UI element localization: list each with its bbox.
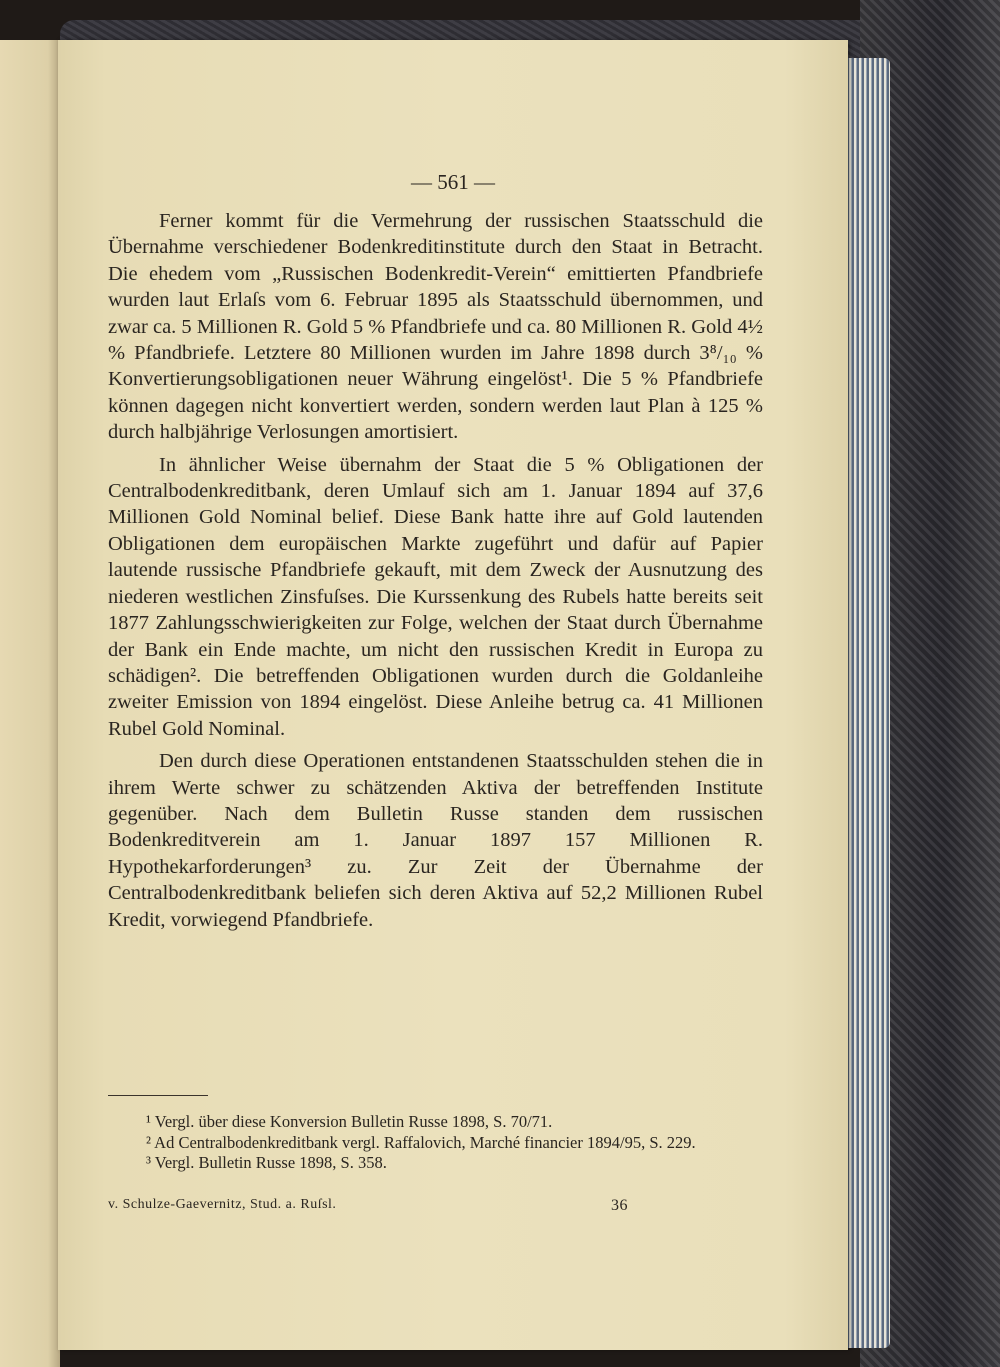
footnote: ³ Vergl. Bulletin Russe 1898, S. 358. (146, 1153, 387, 1172)
page-stack-edges (842, 58, 890, 1348)
book-page (58, 40, 848, 1350)
page-number: — 561 — (411, 170, 495, 194)
signature-author: v. Schulze-Gaevernitz, Stud. a. Ruſsl. (108, 1197, 337, 1212)
previous-page-edge (0, 40, 60, 1367)
footnote: ² Ad Centralbodenkreditbank vergl. Raffalovich, Marché financier 1894/95, S. 229. (146, 1132, 696, 1152)
signature-line (108, 1197, 628, 1215)
paragraph: Ferner kommt für die Vermehrung der russischen Staatsschuld die Übernahme verschiedener Bodenkreditinstitute durch den Staat in Betracht. Die ehedem vom „Russischen Bodenkredit-Verein“ emittierten Pfandbriefe wurden laut Erlaſs vom 6. Februar 1895 als Staatsschuld übernommen, und zwar ca. 5 Millionen R. Gold 5 % Pfandbriefe und ca. 80 Millionen R. Gold 4½ % Pfandbriefe. Letztere 80 Millionen wurden im Jahre 1898 durch 3⁸/₁₀ % Konvertierungsobligationen neuer Währung eingelöst¹. Die 5 % Pfandbriefe können dagegen nicht konvertiert werden, sondern werden laut Plan à 125 % durch halbjährige Verlosungen amortisiert. (108, 210, 763, 444)
paragraph: In ähnlicher Weise übernahm der Staat die 5 % Obligationen der Centralbodenkreditbank, deren Umlauf sich am 1. Januar 1894 auf 37,6 Millionen Gold Nominal belief. Diese Bank hatte ihre auf Gold lautenden Obligationen dem europäischen Markte zugeführt und dafür auf Papier lautende russische Pfandbriefe gekauft, mit dem Zweck der Ausnutzung des niederen westlichen Zinsfuſses. Die Kurssenkung des Rubels hatte bereits seit 1877 Zahlungsschwierigkeiten zur Folge, welchen der Staat durch Übernahme der Bank ein Ende machte, um nicht den russischen Kredit in Europa zu schädigen². Die betreffenden Obligationen wurden durch die Goldanleihe zweiter Emission von 1894 eingelöst. Diese Anleihe betrug ca. 41 Millionen Rubel Gold Nominal. (108, 453, 763, 740)
footnote-separator (108, 1095, 208, 1096)
paragraph: Den durch diese Operationen entstandenen Staatsschulden stehen die in ihrem Werte schwer zu schätzenden Aktiva der betreffenden Institute gegenüber. Nach dem Bulletin Russe standen dem russischen Bodenkreditverein am 1. Januar 1897 157 Millionen R. Hypothekarforderungen³ zu. Zur Zeit der Übernahme der Centralbodenkreditbank beliefen sich deren Aktiva auf 52,2 Millionen Rubel Kredit, vorwiegend Pfandbriefe. (108, 750, 763, 931)
footnote: ¹ Vergl. über diese Konversion Bulletin Russe 1898, S. 70/71. (146, 1112, 553, 1131)
body-text (108, 208, 763, 933)
footnotes (108, 1112, 763, 1174)
sheet-number: 36 (611, 1197, 628, 1214)
